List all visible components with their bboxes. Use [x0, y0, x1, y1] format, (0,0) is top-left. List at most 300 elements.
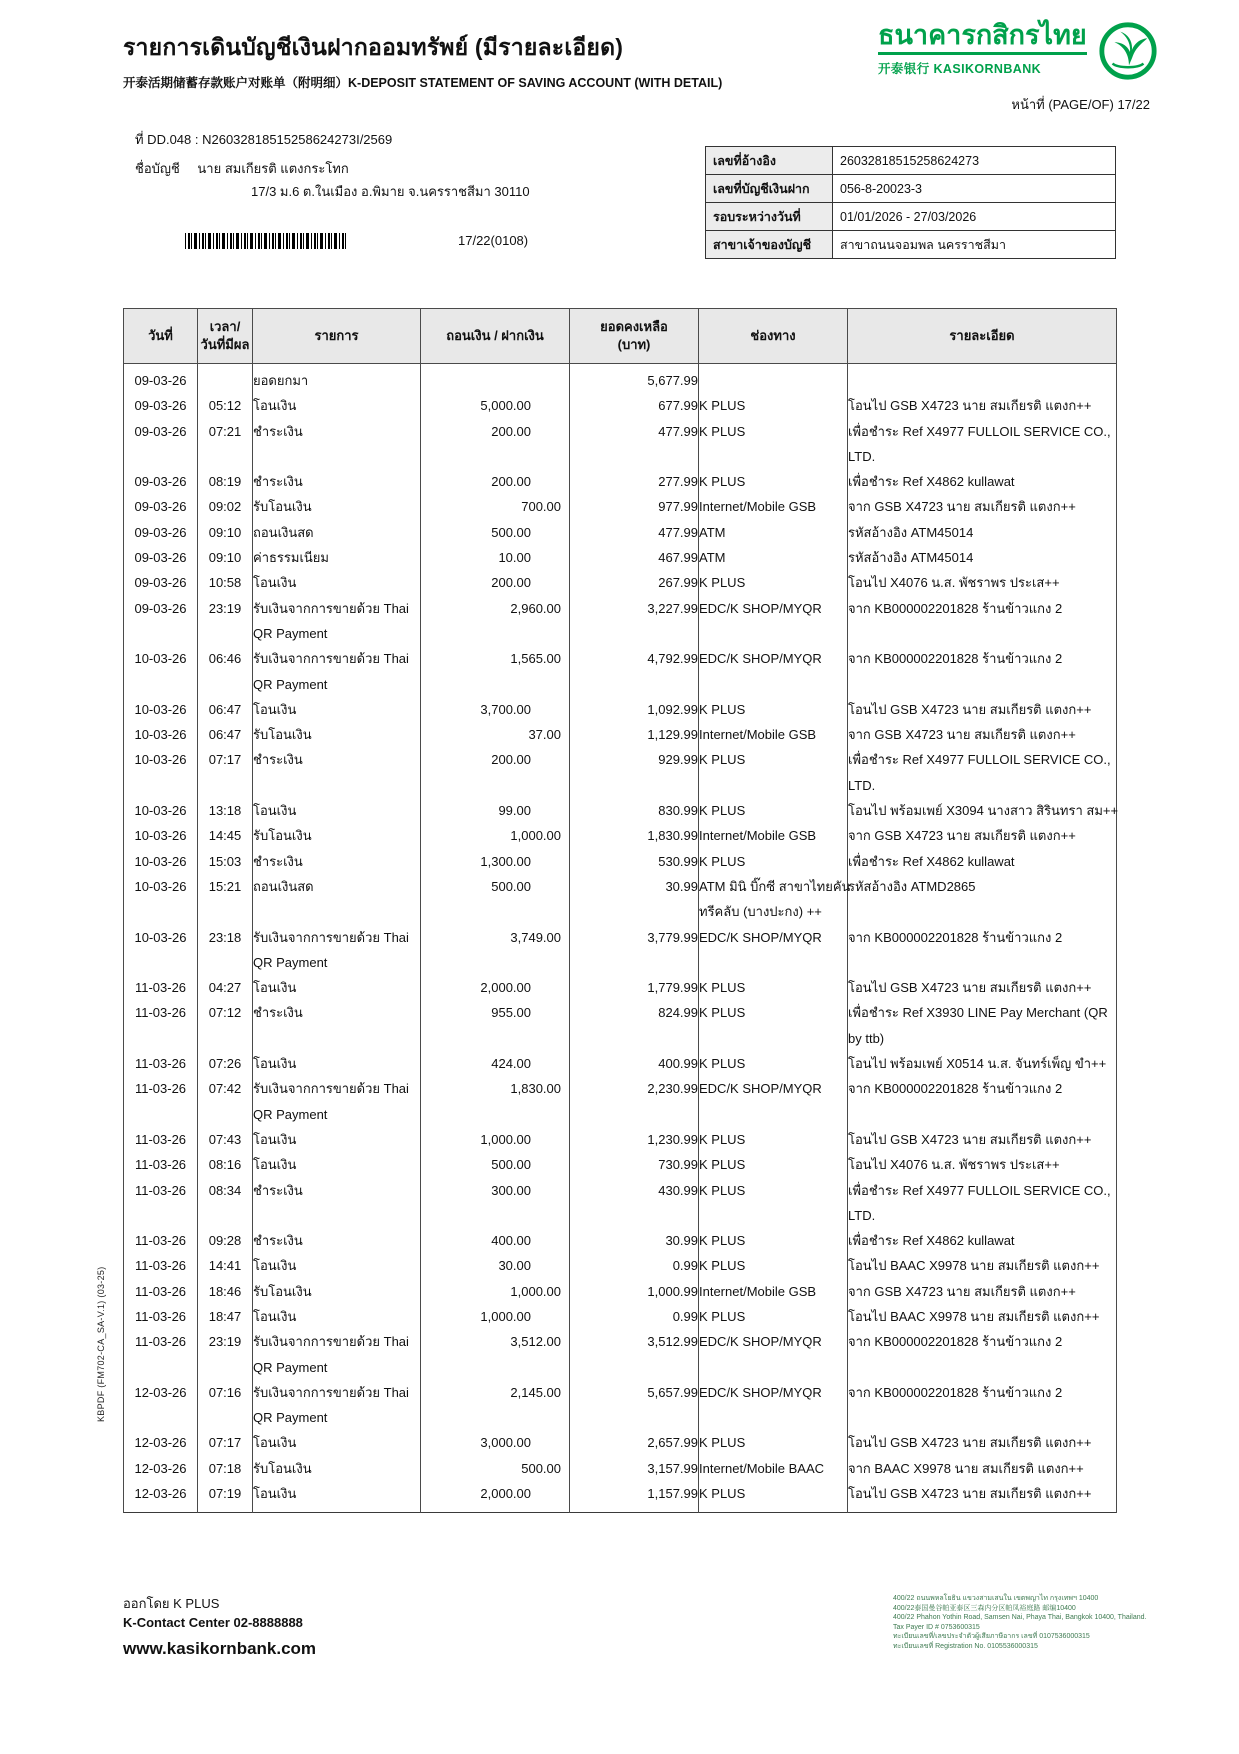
- table-row: [124, 570, 1117, 595]
- cell-amount: 400.00: [421, 1228, 570, 1253]
- cell-amount: 200.00: [421, 419, 570, 470]
- table-row: [124, 520, 1117, 545]
- info-value: 056-8-20023-3: [833, 175, 1116, 203]
- cell-channel: Internet/Mobile GSB: [699, 722, 848, 747]
- cell-balance: 3,227.99: [570, 596, 699, 647]
- barcode-caption: 17/22(0108): [458, 233, 529, 248]
- cell-date: 10-03-26: [124, 874, 198, 925]
- cell-channel: K PLUS: [699, 570, 848, 595]
- cell-channel: EDC/K SHOP/MYQR: [699, 925, 848, 976]
- cell-date: 11-03-26: [124, 1178, 198, 1229]
- info-row: [706, 147, 1116, 175]
- cell-time: 23:19: [198, 596, 253, 647]
- cell-channel: K PLUS: [699, 393, 848, 418]
- cell-time: 18:46: [198, 1279, 253, 1304]
- table-row: [124, 419, 1117, 470]
- cell-description: ชำระเงิน: [253, 1000, 421, 1051]
- cell-detail: โอนไป GSB X4723 นาย สมเกียรติ แตงก++: [848, 1127, 1117, 1152]
- table-row: [124, 469, 1117, 494]
- cell-time: 07:12: [198, 1000, 253, 1051]
- cell-detail: โอนไป BAAC X9978 นาย สมเกียรติ แตงก++: [848, 1253, 1117, 1278]
- cell-date: 12-03-26: [124, 1456, 198, 1481]
- cell-detail: จาก KB000002201828 ร้านข้าวแกง 2: [848, 925, 1117, 976]
- cell-balance: 430.99: [570, 1178, 699, 1229]
- cell-balance: 977.99: [570, 494, 699, 519]
- table-row: [124, 1329, 1117, 1380]
- col-header-amount: ถอนเงิน / ฝากเงิน: [421, 309, 570, 364]
- cell-channel: Internet/Mobile BAAC: [699, 1456, 848, 1481]
- cell-date: 09-03-26: [124, 520, 198, 545]
- cell-date: 09-03-26: [124, 596, 198, 647]
- cell-channel: K PLUS: [699, 1152, 848, 1177]
- col-header-time-line1: เวลา/: [209, 319, 241, 334]
- website-link: www.kasikornbank.com: [123, 1639, 317, 1658]
- cell-balance: 3,779.99: [570, 925, 699, 976]
- cell-amount: 500.00: [421, 520, 570, 545]
- page-subtitle: 开泰活期储蓄存款账户对账单（附明细）K-DEPOSIT STATEMENT OF SAVING ACCOUNT (WITH DETAIL): [123, 76, 723, 90]
- cell-channel: K PLUS: [699, 1178, 848, 1229]
- cell-description: รับเงินจากการขายด้วย Thai QR Payment: [253, 925, 421, 976]
- cell-channel: [699, 364, 848, 394]
- table-row: [124, 1152, 1117, 1177]
- cell-time: 04:27: [198, 975, 253, 1000]
- table-row: [124, 393, 1117, 418]
- info-value: สาขาถนนจอมพล นครราชสีมา: [833, 231, 1116, 259]
- cell-amount: 1,000.00: [421, 1279, 570, 1304]
- bank-name-sub: 开泰银行 KASIKORNBANK: [878, 62, 1042, 76]
- cell-detail: โอนไป GSB X4723 นาย สมเกียรติ แตงก++: [848, 697, 1117, 722]
- cell-description: รับเงินจากการขายด้วย Thai QR Payment: [253, 1380, 421, 1431]
- account-address: 17/3 ม.6 ต.ในเมือง อ.พิมาย จ.นครราชสีมา 30110: [251, 184, 530, 199]
- info-label: เลขที่บัญชีเงินฝาก: [706, 175, 833, 203]
- cell-date: 11-03-26: [124, 1051, 198, 1076]
- cell-amount: 424.00: [421, 1051, 570, 1076]
- table-row: [124, 1456, 1117, 1481]
- cell-time: 09:02: [198, 494, 253, 519]
- cell-time: 15:03: [198, 849, 253, 874]
- cell-detail: [848, 364, 1117, 394]
- cell-balance: 5,677.99: [570, 364, 699, 394]
- cell-detail: โอนไป X4076 น.ส. พัชราพร ประเส++: [848, 570, 1117, 595]
- info-box: [705, 146, 1116, 259]
- account-name-label: ชื่อบัญชี: [135, 161, 180, 176]
- cell-description: โอนเงิน: [253, 1304, 421, 1329]
- table-row: [124, 596, 1117, 647]
- cell-date: 10-03-26: [124, 849, 198, 874]
- cell-channel: K PLUS: [699, 1228, 848, 1253]
- cell-balance: 30.99: [570, 874, 699, 925]
- cell-channel: K PLUS: [699, 747, 848, 798]
- bank-logo: [878, 20, 1159, 82]
- cell-time: 15:21: [198, 874, 253, 925]
- cell-description: โอนเงิน: [253, 393, 421, 418]
- cell-description: รับโอนเงิน: [253, 1279, 421, 1304]
- cell-description: ชำระเงิน: [253, 419, 421, 470]
- cell-date: 10-03-26: [124, 646, 198, 697]
- page-title: รายการเดินบัญชีเงินฝากออมทรัพย์ (มีรายละเอียด): [123, 34, 624, 60]
- kasikorn-rice-sprout-icon: [1097, 20, 1159, 82]
- bank-name-thai: ธนาคารกสิกรไทย: [878, 20, 1087, 50]
- cell-amount: 200.00: [421, 570, 570, 595]
- table-row: [124, 722, 1117, 747]
- cell-detail: จาก KB000002201828 ร้านข้าวแกง 2: [848, 646, 1117, 697]
- cell-description: ถอนเงินสด: [253, 874, 421, 925]
- footer-address-line: 400/22 Phahon Yothin Road, Samsen Nai, Phaya Thai, Bangkok 10400, Thailand. Tax Payer ID # 0753600315: [893, 1614, 1147, 1631]
- cell-detail: เพื่อชำระ Ref X3930 LINE Pay Merchant (QR by ttb): [848, 1000, 1117, 1051]
- cell-channel: K PLUS: [699, 975, 848, 1000]
- table-row: [124, 1380, 1117, 1431]
- table-row: [124, 798, 1117, 823]
- cell-balance: 929.99: [570, 747, 699, 798]
- cell-time: 06:46: [198, 646, 253, 697]
- cell-balance: 0.99: [570, 1304, 699, 1329]
- cell-balance: 477.99: [570, 520, 699, 545]
- cell-channel: EDC/K SHOP/MYQR: [699, 646, 848, 697]
- cell-balance: 4,792.99: [570, 646, 699, 697]
- cell-date: 11-03-26: [124, 1127, 198, 1152]
- cell-balance: 1,129.99: [570, 722, 699, 747]
- cell-time: 07:26: [198, 1051, 253, 1076]
- cell-detail: โอนไป GSB X4723 นาย สมเกียรติ แตงก++: [848, 1481, 1117, 1513]
- cell-date: 09-03-26: [124, 494, 198, 519]
- cell-amount: 1,000.00: [421, 1304, 570, 1329]
- cell-date: 10-03-26: [124, 697, 198, 722]
- contact-center: K-Contact Center 02-8888888: [123, 1615, 303, 1630]
- cell-detail: โอนไป GSB X4723 นาย สมเกียรติ แตงก++: [848, 393, 1117, 418]
- cell-time: 08:34: [198, 1178, 253, 1229]
- cell-description: รับโอนเงิน: [253, 823, 421, 848]
- cell-detail: เพื่อชำระ Ref X4862 kullawat: [848, 849, 1117, 874]
- cell-channel: K PLUS: [699, 1430, 848, 1455]
- cell-detail: เพื่อชำระ Ref X4862 kullawat: [848, 469, 1117, 494]
- cell-date: 09-03-26: [124, 545, 198, 570]
- cell-amount: 1,000.00: [421, 1127, 570, 1152]
- cell-description: โอนเงิน: [253, 975, 421, 1000]
- cell-description: โอนเงิน: [253, 1152, 421, 1177]
- cell-date: 10-03-26: [124, 722, 198, 747]
- cell-description: โอนเงิน: [253, 1430, 421, 1455]
- cell-detail: โอนไป X4076 น.ส. พัชราพร ประเส++: [848, 1152, 1117, 1177]
- table-row: [124, 747, 1117, 798]
- table-row: [124, 1481, 1117, 1513]
- cell-description: ถอนเงินสด: [253, 520, 421, 545]
- cell-amount: 200.00: [421, 469, 570, 494]
- form-code-vertical: KBPDF (FM702-CA_SA-V.1) (03-25): [96, 1266, 106, 1422]
- cell-date: 09-03-26: [124, 364, 198, 394]
- cell-date: 09-03-26: [124, 393, 198, 418]
- cell-balance: 530.99: [570, 849, 699, 874]
- cell-detail: จาก GSB X4723 นาย สมเกียรติ แตงก++: [848, 494, 1117, 519]
- cell-time: 23:18: [198, 925, 253, 976]
- cell-channel: K PLUS: [699, 1304, 848, 1329]
- cell-detail: โอนไป พร้อมเพย์ X3094 นางสาว สิรินทรา สม++: [848, 798, 1117, 823]
- col-header-detail: รายละเอียด: [848, 309, 1117, 364]
- table-row: [124, 874, 1117, 925]
- cell-channel: K PLUS: [699, 798, 848, 823]
- cell-time: 07:17: [198, 1430, 253, 1455]
- cell-date: 10-03-26: [124, 925, 198, 976]
- cell-amount: 5,000.00: [421, 393, 570, 418]
- cell-balance: 277.99: [570, 469, 699, 494]
- cell-description: รับเงินจากการขายด้วย Thai QR Payment: [253, 596, 421, 647]
- cell-detail: จาก GSB X4723 นาย สมเกียรติ แตงก++: [848, 823, 1117, 848]
- cell-date: 10-03-26: [124, 798, 198, 823]
- header-row: [124, 309, 1117, 364]
- cell-amount: 300.00: [421, 1178, 570, 1229]
- cell-detail: โอนไป GSB X4723 นาย สมเกียรติ แตงก++: [848, 1430, 1117, 1455]
- info-value: 26032818515258624273: [833, 147, 1116, 175]
- issued-by: ออกโดย K PLUS: [123, 1596, 220, 1611]
- cell-time: 07:19: [198, 1481, 253, 1513]
- bank-logo-text: [878, 20, 1087, 77]
- cell-description: ชำระเงิน: [253, 1178, 421, 1229]
- footer-address-line: 400/22泰国曼谷帕亚泰区三森内分区帕凤裕庭路 邮编10400: [893, 1604, 1076, 1612]
- info-value: 01/01/2026 - 27/03/2026: [833, 203, 1116, 231]
- cell-description: โอนเงิน: [253, 697, 421, 722]
- cell-balance: 30.99: [570, 1228, 699, 1253]
- cell-amount: 1,300.00: [421, 849, 570, 874]
- cell-date: 11-03-26: [124, 1000, 198, 1051]
- statement-table: [123, 308, 1117, 1513]
- cell-amount: 3,700.00: [421, 697, 570, 722]
- cell-detail: เพื่อชำระ Ref X4977 FULLOIL SERVICE CO., LTD.: [848, 419, 1117, 470]
- cell-detail: จาก GSB X4723 นาย สมเกียรติ แตงก++: [848, 1279, 1117, 1304]
- cell-time: 10:58: [198, 570, 253, 595]
- cell-date: 11-03-26: [124, 1253, 198, 1278]
- cell-amount: 3,512.00: [421, 1329, 570, 1380]
- info-label: เลขที่อ้างอิง: [706, 147, 833, 175]
- table-row: [124, 1076, 1117, 1127]
- cell-channel: K PLUS: [699, 849, 848, 874]
- statement-table-body: [124, 364, 1117, 1513]
- cell-detail: จาก KB000002201828 ร้านข้าวแกง 2: [848, 1076, 1117, 1127]
- cell-date: 11-03-26: [124, 1304, 198, 1329]
- cell-time: 09:10: [198, 520, 253, 545]
- col-header-time-line2: วันที่มีผล: [200, 337, 250, 352]
- cell-channel: K PLUS: [699, 697, 848, 722]
- col-header-description: รายการ: [253, 309, 421, 364]
- cell-channel: Internet/Mobile GSB: [699, 494, 848, 519]
- cell-time: 18:47: [198, 1304, 253, 1329]
- cell-description: ชำระเงิน: [253, 1228, 421, 1253]
- table-row: [124, 1000, 1117, 1051]
- col-header-balance-line1: ยอดคงเหลือ: [600, 319, 668, 334]
- cell-description: ค่าธรรมเนียม: [253, 545, 421, 570]
- col-header-date: วันที่: [124, 309, 198, 364]
- cell-amount: 955.00: [421, 1000, 570, 1051]
- cell-balance: 477.99: [570, 419, 699, 470]
- cell-description: ชำระเงิน: [253, 747, 421, 798]
- cell-description: โอนเงิน: [253, 1481, 421, 1513]
- table-row: [124, 925, 1117, 976]
- cell-description: โอนเงิน: [253, 1253, 421, 1278]
- cell-amount: 1,000.00: [421, 823, 570, 848]
- cell-date: 12-03-26: [124, 1430, 198, 1455]
- table-row: [124, 1178, 1117, 1229]
- cell-date: 09-03-26: [124, 469, 198, 494]
- cell-time: 06:47: [198, 697, 253, 722]
- cell-balance: 1,830.99: [570, 823, 699, 848]
- cell-amount: 2,000.00: [421, 1481, 570, 1513]
- info-box-body: [706, 147, 1116, 259]
- cell-amount: 10.00: [421, 545, 570, 570]
- cell-time: 14:41: [198, 1253, 253, 1278]
- cell-channel: K PLUS: [699, 1127, 848, 1152]
- cell-channel: ATM มินิ บิ๊กซี สาขาไทยคัน ทรีคลับ (บางปะกง) ++: [699, 874, 848, 925]
- footer-address: [893, 1594, 1155, 1651]
- cell-balance: 1,157.99: [570, 1481, 699, 1513]
- cell-channel: K PLUS: [699, 1481, 848, 1513]
- cell-amount: 700.00: [421, 494, 570, 519]
- cell-balance: 5,657.99: [570, 1380, 699, 1431]
- cell-detail: จาก BAAC X9978 นาย สมเกียรติ แตงก++: [848, 1456, 1117, 1481]
- cell-detail: โอนไป พร้อมเพย์ X0514 น.ส. จันทร์เพ็ญ ขำ++: [848, 1051, 1117, 1076]
- table-row: [124, 849, 1117, 874]
- cell-time: 08:19: [198, 469, 253, 494]
- cell-detail: จาก KB000002201828 ร้านข้าวแกง 2: [848, 1329, 1117, 1380]
- cell-channel: EDC/K SHOP/MYQR: [699, 1076, 848, 1127]
- table-row: [124, 646, 1117, 697]
- table-row: [124, 975, 1117, 1000]
- account-name: นาย สมเกียรติ แตงกระโทก: [197, 161, 349, 176]
- cell-detail: โอนไป BAAC X9978 นาย สมเกียรติ แตงก++: [848, 1304, 1117, 1329]
- cell-amount: 3,749.00: [421, 925, 570, 976]
- cell-time: 07:42: [198, 1076, 253, 1127]
- cell-amount: 200.00: [421, 747, 570, 798]
- cell-amount: 500.00: [421, 1456, 570, 1481]
- statement-table-header: [124, 309, 1117, 364]
- cell-balance: 0.99: [570, 1253, 699, 1278]
- cell-date: 12-03-26: [124, 1481, 198, 1513]
- page-number-value: 17/22: [1117, 97, 1150, 112]
- cell-date: 09-03-26: [124, 570, 198, 595]
- cell-balance: 3,512.99: [570, 1329, 699, 1380]
- col-header-balance-line2: (บาท): [617, 337, 651, 352]
- cell-balance: 830.99: [570, 798, 699, 823]
- cell-date: 11-03-26: [124, 1329, 198, 1380]
- cell-channel: K PLUS: [699, 469, 848, 494]
- cell-date: 11-03-26: [124, 975, 198, 1000]
- cell-balance: 267.99: [570, 570, 699, 595]
- page-number: [878, 94, 1150, 115]
- cell-amount: 1,565.00: [421, 646, 570, 697]
- cell-description: รับโอนเงิน: [253, 1456, 421, 1481]
- document-number: ที่ DD.048 : N26032818515258624273I/2569: [135, 132, 393, 147]
- cell-description: โอนเงิน: [253, 570, 421, 595]
- cell-date: 11-03-26: [124, 1152, 198, 1177]
- cell-time: 09:10: [198, 545, 253, 570]
- cell-amount: 500.00: [421, 874, 570, 925]
- table-row: [124, 494, 1117, 519]
- cell-detail: เพื่อชำระ Ref X4862 kullawat: [848, 1228, 1117, 1253]
- cell-time: 14:45: [198, 823, 253, 848]
- cell-date: 10-03-26: [124, 823, 198, 848]
- cell-balance: 677.99: [570, 393, 699, 418]
- cell-channel: Internet/Mobile GSB: [699, 823, 848, 848]
- cell-date: 11-03-26: [124, 1228, 198, 1253]
- cell-amount: 1,830.00: [421, 1076, 570, 1127]
- cell-detail: จาก KB000002201828 ร้านข้าวแกง 2: [848, 1380, 1117, 1431]
- cell-amount: 2,145.00: [421, 1380, 570, 1431]
- col-header-balance: [570, 309, 699, 364]
- cell-description: รับเงินจากการขายด้วย Thai QR Payment: [253, 646, 421, 697]
- cell-balance: 1,779.99: [570, 975, 699, 1000]
- cell-balance: 467.99: [570, 545, 699, 570]
- cell-description: ยอดยกมา: [253, 364, 421, 394]
- table-row: [124, 364, 1117, 394]
- cell-description: รับโอนเงิน: [253, 722, 421, 747]
- cell-description: โอนเงิน: [253, 1127, 421, 1152]
- logo-divider: [878, 52, 1087, 55]
- cell-time: [198, 364, 253, 394]
- barcode: [185, 233, 347, 249]
- cell-description: ชำระเงิน: [253, 849, 421, 874]
- table-row: [124, 545, 1117, 570]
- cell-balance: 1,230.99: [570, 1127, 699, 1152]
- col-header-channel: ช่องทาง: [699, 309, 848, 364]
- page-number-label: หน้าที่ (PAGE/OF): [1011, 97, 1114, 112]
- cell-detail: รหัสอ้างอิง ATMD2865: [848, 874, 1117, 925]
- cell-time: 23:19: [198, 1329, 253, 1380]
- cell-time: 07:16: [198, 1380, 253, 1431]
- cell-detail: เพื่อชำระ Ref X4977 FULLOIL SERVICE CO., LTD.: [848, 747, 1117, 798]
- account-name-line: [135, 158, 349, 179]
- cell-time: 07:43: [198, 1127, 253, 1152]
- cell-date: 12-03-26: [124, 1380, 198, 1431]
- cell-date: 10-03-26: [124, 747, 198, 798]
- cell-channel: K PLUS: [699, 419, 848, 470]
- footer-left: [123, 1594, 316, 1658]
- cell-time: 07:17: [198, 747, 253, 798]
- cell-time: 13:18: [198, 798, 253, 823]
- table-row: [124, 697, 1117, 722]
- cell-balance: 2,230.99: [570, 1076, 699, 1127]
- cell-detail: จาก GSB X4723 นาย สมเกียรติ แตงก++: [848, 722, 1117, 747]
- cell-amount: 99.00: [421, 798, 570, 823]
- cell-amount: 37.00: [421, 722, 570, 747]
- table-row: [124, 1253, 1117, 1278]
- cell-description: ชำระเงิน: [253, 469, 421, 494]
- cell-time: 08:16: [198, 1152, 253, 1177]
- header-title-block: [123, 30, 722, 91]
- cell-time: 06:47: [198, 722, 253, 747]
- cell-channel: K PLUS: [699, 1253, 848, 1278]
- cell-balance: 1,000.99: [570, 1279, 699, 1304]
- cell-channel: ATM: [699, 520, 848, 545]
- col-header-time: [198, 309, 253, 364]
- cell-time: 05:12: [198, 393, 253, 418]
- info-row: [706, 203, 1116, 231]
- cell-channel: EDC/K SHOP/MYQR: [699, 596, 848, 647]
- cell-amount: 30.00: [421, 1253, 570, 1278]
- cell-channel: Internet/Mobile GSB: [699, 1279, 848, 1304]
- cell-balance: 3,157.99: [570, 1456, 699, 1481]
- footer-address-line: ทะเบียนเลขที่ Registration No. 0105536000315: [893, 1642, 1038, 1650]
- info-label: สาขาเจ้าของบัญชี: [706, 231, 833, 259]
- cell-amount: 2,000.00: [421, 975, 570, 1000]
- cell-amount: 3,000.00: [421, 1430, 570, 1455]
- table-row: [124, 1228, 1117, 1253]
- cell-date: 11-03-26: [124, 1076, 198, 1127]
- cell-detail: จาก KB000002201828 ร้านข้าวแกง 2: [848, 596, 1117, 647]
- table-row: [124, 1051, 1117, 1076]
- info-label: รอบระหว่างวันที่: [706, 203, 833, 231]
- cell-time: 07:21: [198, 419, 253, 470]
- cell-amount: 2,960.00: [421, 596, 570, 647]
- cell-channel: K PLUS: [699, 1000, 848, 1051]
- cell-description: รับโอนเงิน: [253, 494, 421, 519]
- cell-time: 09:28: [198, 1228, 253, 1253]
